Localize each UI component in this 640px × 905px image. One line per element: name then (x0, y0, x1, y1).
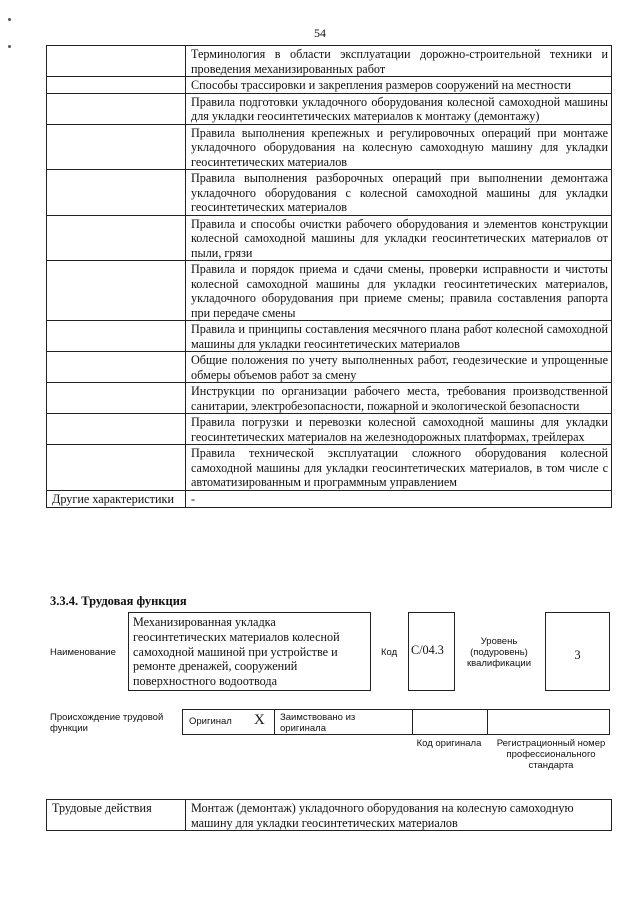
knowledge-row-header-cell (47, 93, 186, 124)
knowledge-row (47, 321, 612, 352)
knowledge-item: Правила и принципы составления месячного плана работ колесной самоходной машины для укладки геосинтетических материалов (186, 321, 612, 352)
original-code-caption: Код оригинала (416, 738, 482, 749)
knowledge-row-header-cell (47, 46, 186, 77)
knowledge-table-body (47, 46, 612, 491)
registration-number-cell (487, 709, 610, 735)
knowledge-row-header-cell (47, 321, 186, 352)
original-mark: X (254, 712, 265, 728)
code-label: Код (381, 647, 398, 658)
knowledge-row (47, 46, 612, 77)
knowledge-row (47, 124, 612, 170)
knowledge-row-header-cell (47, 352, 186, 383)
knowledge-item: Правила погрузки и перевозки колесной самоходной машины для укладки геосинтетических материалов на железнодорожных платформах, трейлерах (186, 414, 612, 445)
labor-actions-row (47, 800, 612, 831)
original-code-cell (412, 709, 488, 735)
knowledge-item: Правила и способы очистки рабочего оборудования и элементов конструкции колесной самоходной машины для укладки геосинтетических материалов от пыли, грязи (186, 215, 612, 261)
knowledge-row (47, 383, 612, 414)
knowledge-item: Правила и порядок приема и сдачи смены, проверки исправности и чистоты колесной самоходной машины для укладки геосинтетических материалов, укладочного оборудования при приеме смены; правила составления рапорта при передаче смены (186, 261, 612, 321)
name-label: Наименование (50, 647, 116, 658)
original-label: Оригинал (189, 716, 232, 727)
knowledge-item: Правила подготовки укладочного оборудования колесной самоходной машины для укладки геосинтетических материалов к монтажу (демонтажу) (186, 93, 612, 124)
knowledge-row (47, 215, 612, 261)
function-name-value: Механизированная укладка геосинтетических материалов колесной самоходной машиной при устройстве и ремонте дренажей, сооружений поверхностного водоотвода (133, 615, 340, 689)
other-characteristics-row (47, 490, 612, 507)
level-value: 3 (574, 648, 581, 662)
original-cell (182, 709, 275, 735)
borrowed-cell (274, 709, 413, 735)
knowledge-row (47, 261, 612, 321)
knowledge-row-header-cell (47, 445, 186, 491)
other-characteristics-value: - (186, 490, 612, 507)
knowledge-row-header-cell (47, 170, 186, 216)
knowledge-item: Инструкции по организации рабочего места, требования производственной санитарии, электробезопасности, пожарной и экологической безопасности (186, 383, 612, 414)
code-box (408, 612, 455, 691)
knowledge-item: Правила технической эксплуатации сложного оборудования колесной самоходной машины для укладки геосинтетических материалов, в том числе с автоматизированным и программным управлением (186, 445, 612, 491)
code-value: C/04.3 (411, 643, 444, 657)
knowledge-row-header-cell (47, 77, 186, 94)
labor-actions-label: Трудовые действия (47, 800, 186, 831)
knowledge-row (47, 170, 612, 216)
scan-mark (8, 18, 11, 21)
borrowed-label: Заимствовано из оригинала (280, 712, 356, 734)
registration-number-caption: Регистрационный номер профессионального стандарта (496, 738, 606, 771)
knowledge-item: Общие положения по учету выполненных работ, геодезические и упрощенные обмеры объемов работ за смену (186, 352, 612, 383)
labor-actions-table (46, 799, 612, 831)
knowledge-row (47, 93, 612, 124)
scan-mark (8, 45, 11, 48)
knowledge-item: Правила выполнения разборочных операций при выполнении демонтажа укладочного оборудования с колесной самоходной машины для укладки геосинтетических материалов (186, 170, 612, 216)
knowledge-row (47, 352, 612, 383)
knowledge-row-header-cell (47, 124, 186, 170)
page-number: 54 (314, 26, 326, 40)
origin-label: Происхождение трудовой функции (50, 712, 164, 734)
level-label: Уровень (подуровень) квалификации (466, 636, 532, 669)
knowledge-row-header-cell (47, 261, 186, 321)
knowledge-row (47, 77, 612, 94)
knowledge-table (46, 45, 612, 508)
knowledge-item: Способы трассировки и закрепления размеров сооружений на местности (186, 77, 612, 94)
knowledge-row-header-cell (47, 383, 186, 414)
knowledge-item: Терминология в области эксплуатации дорожно-строительной техники и проведения механизированных работ (186, 46, 612, 77)
knowledge-row (47, 414, 612, 445)
function-name-box (128, 612, 371, 691)
knowledge-row-header-cell (47, 215, 186, 261)
knowledge-row (47, 445, 612, 491)
knowledge-row-header-cell (47, 414, 186, 445)
section-title: 3.3.4. Трудовая функция (50, 594, 187, 608)
knowledge-item: Правила выполнения крепежных и регулировочных операций при монтаже укладочного оборудования на колесную самоходную машину для укладки геосинтетических материалов (186, 124, 612, 170)
level-box (545, 612, 610, 691)
labor-actions-value: Монтаж (демонтаж) укладочного оборудования на колесную самоходную машину для укладки геосинтетических материалов (186, 800, 612, 831)
other-characteristics-label: Другие характеристики (47, 490, 186, 507)
